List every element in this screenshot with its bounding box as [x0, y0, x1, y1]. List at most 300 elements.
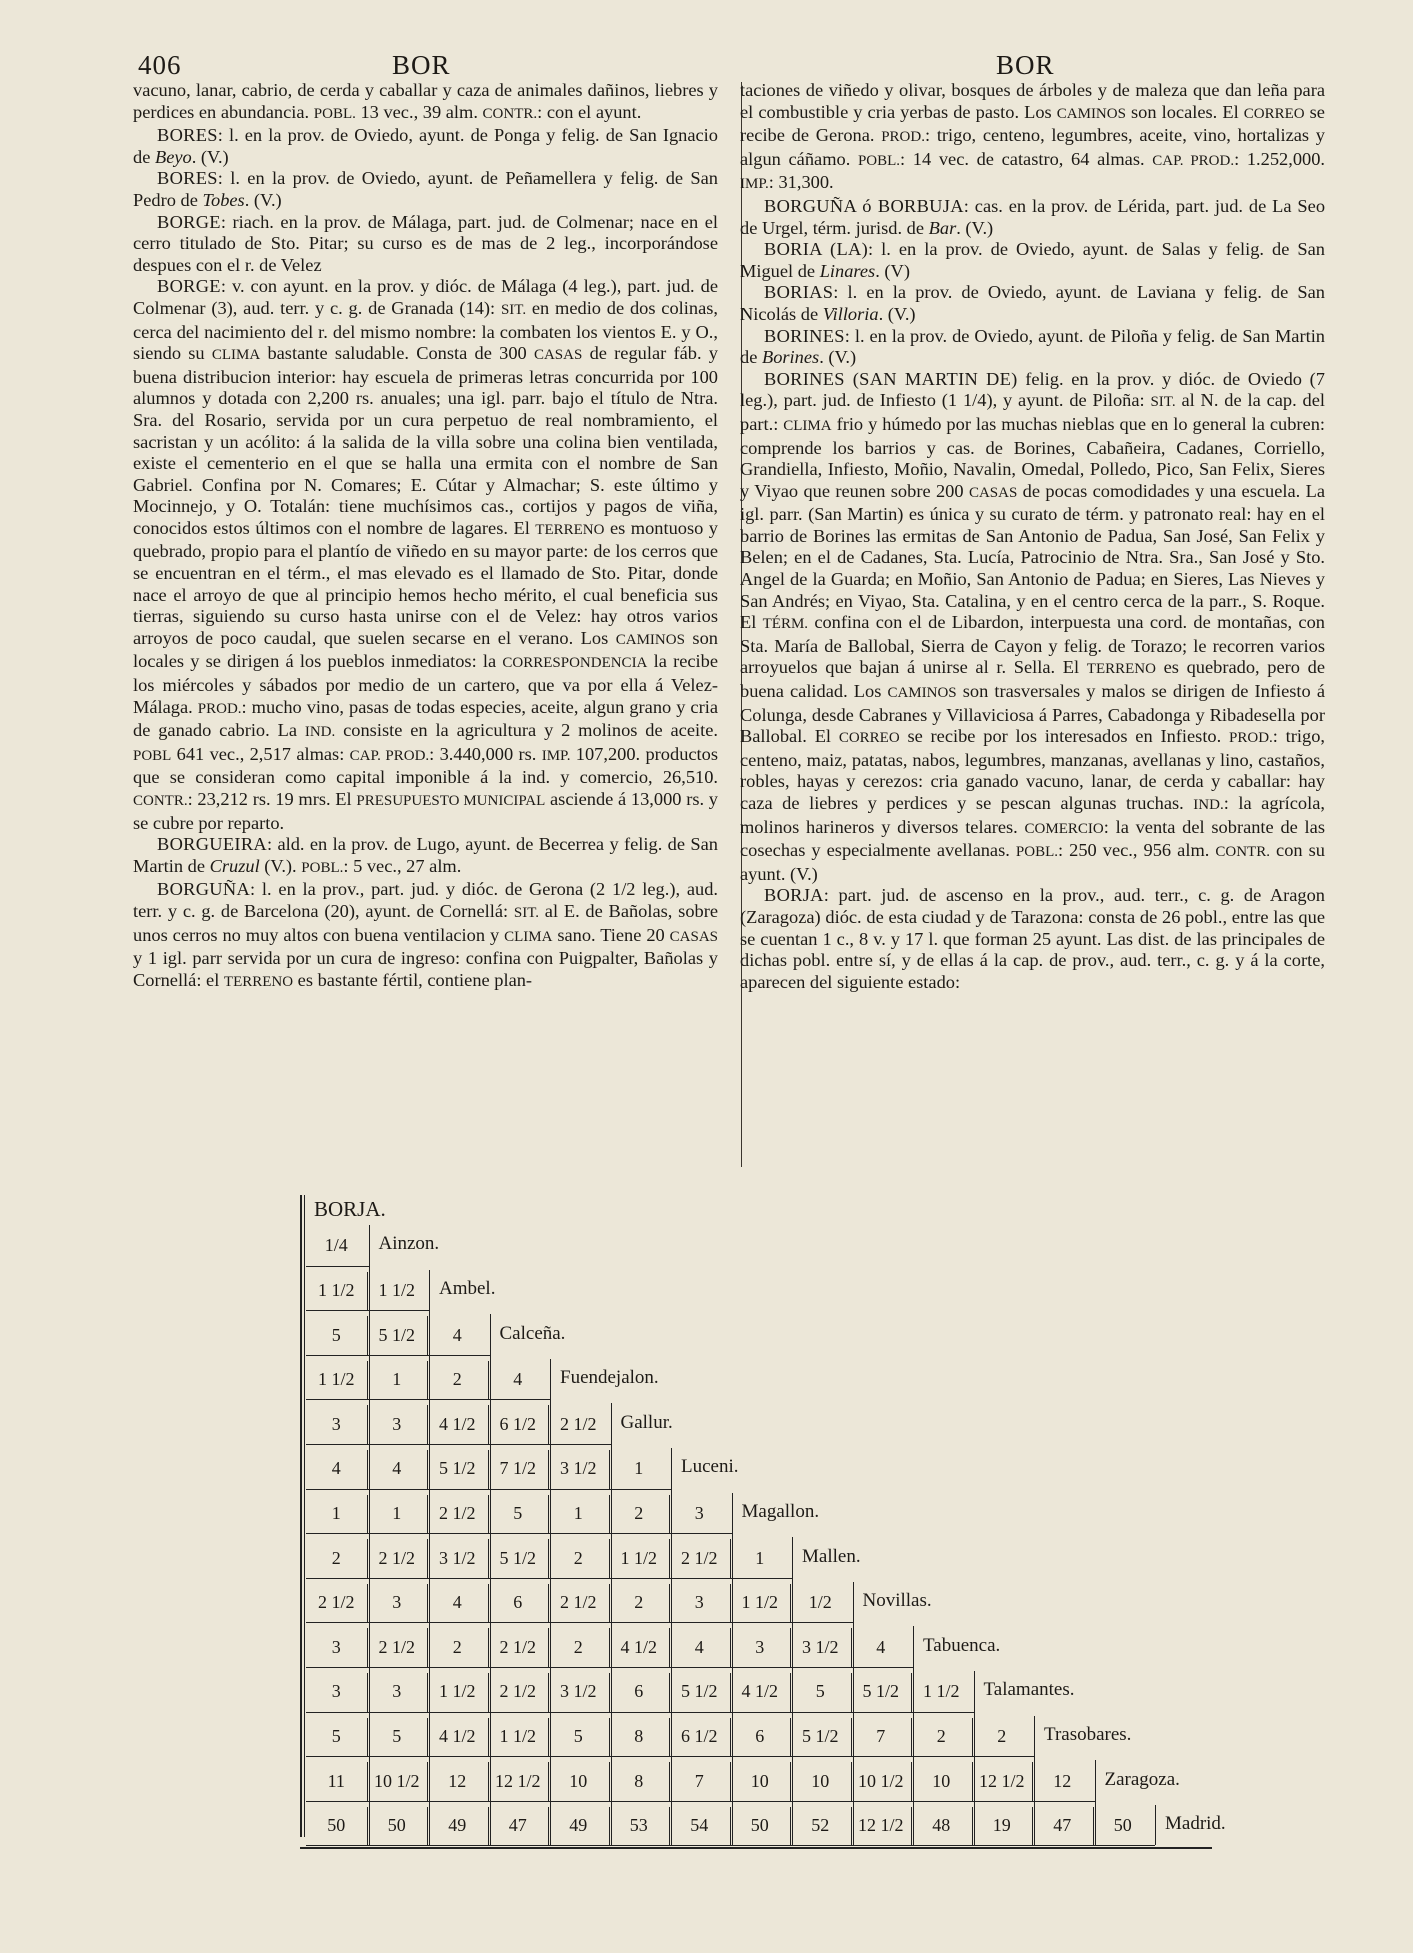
row-rule — [306, 1310, 429, 1311]
table-left-rule — [300, 1195, 302, 1837]
distance-cell: 2 1/2 — [499, 1681, 536, 1702]
place-name: Novillas. — [862, 1590, 932, 1612]
entry-paragraph — [133, 212, 718, 277]
distance-cell: 4 — [331, 1458, 341, 1479]
entry-text: 641 vec., 2,517 almas: — [171, 743, 350, 764]
entry-text: : l. en la prov., part. jud. y dióc. de Gerona (2 1/2 leg.), aud. terr. y c. g. de Barcelona (20), ayunt. de Cornellá: — [133, 879, 718, 921]
entry-text: . (V.) — [878, 303, 916, 324]
cell-rule — [609, 1584, 610, 1623]
entry-text: : cas. en la prov. de Lérida, part. jud. de La Seo de Urgel, térm. jurisd. de — [740, 195, 1326, 238]
entry-text: : con el ayunt. — [537, 101, 642, 122]
place-name: Magallon. — [741, 1500, 820, 1522]
distance-cell: 2 — [936, 1725, 946, 1746]
abbreviation: PROD. — [197, 700, 242, 717]
cell-rule — [730, 1718, 731, 1757]
distance-cell: 11 — [327, 1770, 345, 1791]
cell-rule — [548, 1495, 549, 1534]
entry-text: : part. jud. de ascenso en la prov., aud. terr., c. g. de Aragon (Zaragoza) dióc. de esta ciudad y de Tarazona: consta de 26 pobl., entre las que se cuentan 1 c., 8 v. y 17 l. que forman 25 ayunt. Las dist. de las principales de dichas pobl. entre sí, y de ellas á la cap. de prov., aud. terr., c. g. y á la corte, aparecen del siguiente estado: — [740, 885, 1325, 992]
distance-cell: 2 — [634, 1592, 644, 1613]
distance-cell: 2 1/2 — [438, 1502, 476, 1523]
distance-cell: 4 — [452, 1592, 462, 1613]
cell-rule — [669, 1807, 670, 1846]
cell-rule — [548, 1673, 549, 1712]
distance-cell: 1/2 — [808, 1592, 832, 1613]
distance-cell: 3 — [331, 1413, 341, 1434]
entry-text: felig. en la prov. y dióc. de Oviedo (7 leg.), part. jud. de Infiesto (1 1/4), y ayunt. de Piloña: — [740, 368, 1325, 411]
entry-text: : 23,212 rs. 19 mrs. El — [187, 789, 357, 809]
distance-cell: 6 — [755, 1725, 765, 1746]
distance-cell: 7 — [876, 1725, 886, 1746]
abbreviation: CONTR. — [133, 793, 188, 809]
entry-text: consiste en la agricultura y 2 molinos de aceite. — [335, 720, 718, 741]
distance-cell: 50 — [750, 1815, 769, 1836]
abbreviation: CLIMA — [783, 417, 832, 434]
entry-text: : trigo, centeno, legumbres, aceite, vino, hortalizas y algun cáñamo. — [740, 125, 1325, 169]
distance-cell: 1 1/2 — [317, 1279, 355, 1300]
cross-reference: Tobes — [202, 189, 245, 210]
cell-rule — [609, 1673, 610, 1712]
cell-rule — [669, 1718, 670, 1757]
entry-text: es bastante fértil, contiene plan- — [293, 969, 533, 990]
cell-rule — [669, 1673, 670, 1712]
distance-cell: 10 — [932, 1770, 951, 1791]
cell-rule — [730, 1584, 731, 1623]
place-name: Ambel. — [439, 1277, 496, 1299]
place-name: Zaragoza. — [1104, 1768, 1180, 1790]
abbreviation: POBL. — [301, 859, 344, 876]
cell-rule — [488, 1495, 489, 1534]
distance-cell: 4 1/2 — [438, 1725, 476, 1746]
cell-rule — [972, 1762, 973, 1801]
cell-rule — [1032, 1762, 1033, 1801]
distance-cell: 5 — [392, 1725, 402, 1746]
distance-cell: 1 — [392, 1369, 402, 1390]
cell-rule — [367, 1316, 368, 1355]
cell-rule — [609, 1450, 610, 1489]
cross-reference: Villoria — [822, 303, 879, 324]
distance-cell: 50 — [327, 1815, 346, 1836]
entry-text: es quebrado, pero de buena calidad. Los — [740, 657, 1325, 702]
abbreviation: CASAS — [533, 347, 583, 364]
distance-cell: 1 1/2 — [378, 1279, 415, 1300]
distance-cell: 54 — [690, 1815, 709, 1836]
cell-rule — [1032, 1807, 1033, 1846]
abbreviation: IND. — [304, 724, 336, 741]
distance-table — [300, 1195, 1226, 1845]
entry-text: (V.). — [259, 855, 302, 876]
place-name: Ainzon. — [378, 1233, 440, 1255]
entry-text: : v. con ayunt. en la prov. y dióc. de Málaga (4 leg.), part. jud. de Colmenar (3), aud. terr. y c. g. de Granada (14): — [133, 276, 718, 318]
entry-text: de pocas comodidades y una escuela. La igl. parr. (San Martin) es única y su curato de térm. y patronato real: hay en el barrio de Borines las ermitas de San Antonio de Padua, San José, San Felix y Belen; en el de Cadanes, Sta. Lucía, Patrocinio de Ntra. Sra., San José y Sto. Angel de la Guarda; en Moñio, San Antonio de Padua; en Sieres, Las Nieves y San Andrés; en Viyao, Sta. Catalina, y en el centro cerca de la parr., S. Roque. El — [740, 480, 1326, 633]
abbreviation: TERRENO — [223, 973, 294, 990]
distance-cell: 10 — [750, 1770, 769, 1791]
distance-cell: 6 — [634, 1681, 644, 1702]
cell-rule — [609, 1762, 610, 1801]
distance-cell: 3 1/2 — [801, 1636, 839, 1657]
distance-cell: 5 1/2 — [378, 1324, 415, 1345]
cell-rule — [427, 1405, 428, 1444]
entry-paragraph — [740, 80, 1325, 196]
entry-headword: BORINES — [764, 325, 845, 346]
distance-cell: 1 — [392, 1502, 402, 1523]
entry-headword: BORGUÑA — [157, 879, 251, 900]
abbreviation: CASAS — [669, 928, 718, 945]
distance-cell: 4 1/2 — [741, 1681, 778, 1702]
table-title: BORJA. — [314, 1197, 386, 1221]
step-rule — [369, 1225, 370, 1845]
entry-text: : 1.252,000. — [1234, 148, 1326, 169]
entry-text: vacuno, lanar, cabrio, de cerda y caballar y caza de animales dañinos, liebres y perdices en abundancia. — [133, 80, 718, 122]
row-rule — [306, 1355, 490, 1356]
abbreviation: CAMINOS — [887, 685, 957, 702]
distance-cell: 5 — [513, 1502, 523, 1523]
entry-text: : l. en la prov. de Oviedo, ayunt. de Salas y felig. de San Miguel de — [740, 239, 1325, 281]
cell-rule — [609, 1628, 610, 1667]
abbreviation: TERRENO — [535, 521, 605, 538]
place-name: Madrid. — [1165, 1813, 1226, 1835]
distance-cell: 3 — [392, 1413, 402, 1434]
entry-text: bastante saludable. Consta de 300 — [260, 343, 534, 364]
cell-rule — [790, 1807, 791, 1846]
entry-text: : la agrícola, molinos harineros y diversos telares. — [740, 793, 1325, 837]
distance-cell: 3 — [331, 1636, 341, 1657]
distance-cell: 1/4 — [324, 1235, 348, 1256]
distance-cell: 1 — [755, 1547, 765, 1568]
entry-paragraph — [133, 168, 718, 211]
entry-headword: BORJA — [764, 885, 824, 906]
distance-cell: 4 — [452, 1324, 462, 1345]
distance-cell: 2 — [452, 1369, 462, 1390]
entry-text: al E. de Bañolas, sobre unos cerros no muy altos con buena ventilacion y — [133, 900, 718, 945]
entry-text: con su ayunt. (V.) — [740, 840, 1325, 884]
entry-text: : 250 vec., 956 alm. — [1058, 840, 1216, 861]
cell-rule — [548, 1405, 549, 1444]
entry-text: : trigo, centeno, maiz, patatas, nabos, legumbres, manzanas, avellanas y lino, castaños, robles, hayas y cerezos: cria ganado vacuno, lanar, de cerda y caballar: hay caza de liebres y perdices y se pescan algunas truchas. — [740, 726, 1326, 813]
entry-text: y 1 igl. parr servida por un cura de ingreso: confina con Puigpalter, Bañolas y Cornellá: el — [133, 948, 718, 990]
distance-cell: 7 — [694, 1770, 704, 1791]
abbreviation: IMP. — [541, 747, 571, 764]
cell-rule — [851, 1628, 852, 1667]
abbreviation: POBL — [133, 747, 172, 764]
abbreviation: IND. — [1193, 797, 1224, 813]
cell-rule — [609, 1495, 610, 1534]
distance-cell: 6 1/2 — [680, 1725, 718, 1746]
cell-rule — [669, 1539, 670, 1578]
cell-rule — [367, 1495, 368, 1534]
right-running-head: BOR — [996, 50, 1055, 80]
cell-rule — [851, 1673, 852, 1712]
entry-text: : l. en la prov. de Oviedo, ayunt. de Piloña y felig. de San Martin de — [740, 325, 1325, 368]
cell-rule — [367, 1405, 368, 1444]
distance-cell: 4 1/2 — [620, 1636, 657, 1657]
entry-text: confina con el de Libardon, interpuesta una cord. de montañas, con Sta. María de Ballobal, Sierra de Cayon y felig. de Torazo; le recorren varios arroyuelos que bajan á unirse al r. Sella. El — [740, 612, 1325, 678]
distance-cell: 5 — [573, 1725, 583, 1746]
row-rule — [306, 1266, 369, 1267]
distance-cell: 49 — [448, 1815, 467, 1836]
abbreviation: CONTR. — [1215, 844, 1270, 861]
entry-text: : 14 vec. de catastro, 64 almas. — [900, 148, 1153, 169]
distance-cell: 10 1/2 — [373, 1770, 420, 1791]
distance-cell: 4 — [694, 1636, 704, 1657]
abbreviation: IMP. — [740, 176, 769, 193]
abbreviation: CORREO — [1243, 105, 1305, 122]
entry-text: : l. en la prov. de Oviedo, ayunt. de Ponga y felig. de San Ignacio de — [133, 125, 718, 167]
abbreviation: CLIMA — [211, 347, 261, 364]
cell-rule — [427, 1316, 428, 1355]
cell-rule — [609, 1539, 610, 1578]
entry-text: asciende á 13,000 rs. y se cubre por reparto. — [133, 789, 718, 833]
row-rule — [306, 1444, 611, 1445]
cell-rule — [367, 1272, 368, 1311]
abbreviation: POBL. — [857, 152, 901, 169]
cell-rule — [851, 1762, 852, 1801]
distance-cell: 2 1/2 — [499, 1636, 536, 1657]
cell-rule — [851, 1718, 852, 1757]
distance-cell: 2 — [573, 1636, 583, 1657]
distance-cell: 1 1/2 — [438, 1681, 476, 1702]
entry-text: : mucho vino, pasas de todas especies, aceite, algun grano y cria de ganado cabrio. La — [133, 696, 718, 741]
distance-cell: 2 — [997, 1725, 1007, 1746]
cell-rule — [488, 1405, 489, 1444]
page-number: 406 — [138, 50, 182, 80]
abbreviation: SIT. — [513, 904, 540, 921]
cell-rule — [730, 1673, 731, 1712]
distance-cell: 5 — [815, 1681, 825, 1702]
distance-cell: 2 1/2 — [378, 1636, 415, 1657]
row-rule — [306, 1622, 853, 1623]
distance-cell: 3 — [755, 1636, 765, 1657]
cell-rule — [669, 1584, 670, 1623]
entry-text: 13 vec., 39 alm. — [355, 101, 483, 122]
entry-text: : 3.440,000 rs. — [429, 743, 542, 764]
cell-rule — [548, 1718, 549, 1757]
distance-cell: 10 — [811, 1770, 830, 1791]
cell-rule — [488, 1807, 489, 1846]
abbreviation: TERRENO — [1086, 661, 1156, 678]
abbreviation: CAMINOS — [615, 631, 685, 648]
place-name: Gallur. — [620, 1411, 673, 1433]
abbreviation: CONTR. — [482, 105, 538, 122]
cell-rule — [427, 1495, 428, 1534]
abbreviation: PROD. — [1229, 730, 1273, 747]
distance-cell: 1 1/2 — [499, 1725, 536, 1746]
distance-cell: 53 — [629, 1815, 648, 1836]
distance-cell: 12 — [1053, 1770, 1072, 1791]
distance-cell: 6 1/2 — [499, 1413, 536, 1434]
abbreviation: SIT. — [1150, 394, 1176, 411]
cross-reference: Cruzul — [209, 855, 260, 876]
distance-cell: 50 — [387, 1815, 406, 1836]
step-rule — [490, 1314, 491, 1845]
entry-text: : riach. en la prov. de Málaga, part. jud. de Colmenar; nace en el cerro titulado de Sto. Pitar; su curso es de mas de 2 leg., incorporándose despues con el r. de Velez — [133, 211, 718, 275]
entry-paragraph — [133, 834, 718, 879]
cell-rule — [911, 1807, 912, 1846]
cell-rule — [790, 1673, 791, 1712]
cell-rule — [911, 1673, 912, 1712]
cell-rule — [972, 1718, 973, 1757]
abbreviation: POBL. — [313, 105, 356, 122]
place-name: Calceña. — [499, 1322, 566, 1344]
distance-cell: 3 1/2 — [438, 1547, 476, 1568]
left-running-head: BOR — [392, 50, 451, 80]
abbreviation: CLIMA — [504, 928, 553, 945]
cell-rule — [427, 1539, 428, 1578]
cell-rule — [427, 1628, 428, 1667]
place-name: Luceni. — [681, 1456, 739, 1478]
entry-text: : 5 vec., 27 alm. — [343, 855, 462, 876]
entry-text: al N. de la cap. del part.: — [740, 390, 1325, 434]
row-rule — [306, 1399, 550, 1400]
entry-text: taciones de viñedo y olivar, bosques de árboles y de maleza que dan leña para el combustible y cria yerbas de pasto. Los — [740, 80, 1325, 122]
distance-cell: 2 1/2 — [559, 1592, 597, 1613]
cell-rule — [548, 1762, 549, 1801]
distance-cell: 10 1/2 — [857, 1770, 904, 1791]
entry-text: . (V) — [875, 260, 910, 281]
cell-rule — [488, 1628, 489, 1667]
place-name: Talamantes. — [983, 1679, 1075, 1701]
cell-rule — [367, 1584, 368, 1623]
cell-rule — [488, 1673, 489, 1712]
cell-rule — [488, 1718, 489, 1757]
distance-cell: 1 — [573, 1502, 583, 1523]
distance-cell: 4 — [392, 1458, 402, 1479]
cell-rule — [730, 1628, 731, 1667]
entry-paragraph — [133, 125, 718, 168]
row-rule — [306, 1667, 913, 1668]
distance-cell: 1 — [331, 1502, 341, 1523]
cell-rule — [911, 1762, 912, 1801]
entry-headword: BORES — [157, 168, 218, 189]
abbreviation: CAMINOS — [1056, 105, 1126, 122]
cell-rule — [548, 1450, 549, 1489]
distance-cell: 3 1/2 — [559, 1458, 597, 1479]
entry-text: . (V.) — [244, 189, 282, 210]
entry-text: : la venta del sobrante de las cosechas y especialmente avellanas. — [740, 816, 1325, 861]
distance-cell: 4 1/2 — [438, 1413, 476, 1434]
distance-cell: 6 — [513, 1592, 523, 1613]
cell-rule — [790, 1718, 791, 1757]
distance-cell: 12 1/2 — [494, 1770, 541, 1791]
abbreviation: POBL. — [1015, 844, 1058, 861]
abbreviation: PROD. — [881, 129, 925, 146]
entry-paragraph — [740, 239, 1325, 282]
cell-rule — [427, 1762, 428, 1801]
abbreviation: CAP. PROD. — [349, 747, 430, 764]
distance-cell: 2 1/2 — [378, 1547, 415, 1568]
distance-cell: 5 1/2 — [438, 1458, 476, 1479]
distance-cell: 8 — [634, 1770, 644, 1791]
cell-rule — [367, 1361, 368, 1400]
cell-rule — [488, 1450, 489, 1489]
entry-headword: BORIA (LA) — [764, 239, 868, 260]
cell-rule — [851, 1807, 852, 1846]
entry-paragraph — [133, 80, 718, 125]
cell-rule — [488, 1584, 489, 1623]
entry-text: . (V.) — [956, 217, 994, 238]
cell-rule — [367, 1450, 368, 1489]
cell-rule — [427, 1807, 428, 1846]
cell-rule — [548, 1807, 549, 1846]
cell-rule — [972, 1807, 973, 1846]
entry-headword: BORES — [157, 125, 218, 146]
distance-cell: 3 — [392, 1592, 402, 1613]
abbreviation: CASAS — [968, 484, 1018, 501]
entry-text: : 31,300. — [768, 172, 834, 193]
distance-cell: 3 1/2 — [559, 1681, 597, 1702]
cell-rule — [609, 1718, 610, 1757]
entry-paragraph — [740, 282, 1325, 325]
distance-cell: 2 1/2 — [317, 1592, 355, 1613]
cell-rule — [367, 1628, 368, 1667]
row-rule — [306, 1533, 732, 1534]
entry-paragraph — [133, 276, 718, 834]
distance-cell: 1 1/2 — [620, 1547, 657, 1568]
cross-reference: Borines — [761, 347, 820, 368]
cell-rule — [427, 1584, 428, 1623]
cell-rule — [548, 1584, 549, 1623]
cell-rule — [427, 1673, 428, 1712]
step-rule — [853, 1582, 854, 1846]
distance-cell: 1 1/2 — [922, 1681, 960, 1702]
entry-text: : l. en la prov. de Oviedo, ayunt. de Peñamellera y felig. de San Pedro de — [133, 168, 718, 210]
abbreviation: CAP. PROD. — [1152, 152, 1235, 169]
place-name: Mallen. — [802, 1545, 861, 1567]
abbreviation: COMERCIO — [1024, 820, 1104, 837]
distance-cell: 12 — [448, 1770, 467, 1791]
distance-cell: 1 1/2 — [741, 1592, 778, 1613]
cell-rule — [427, 1718, 428, 1757]
abbreviation: CORREO — [838, 730, 900, 747]
entry-headword: BORINES (SAN MARTIN DE) — [764, 368, 1018, 389]
cell-rule — [730, 1539, 731, 1578]
entry-paragraph — [740, 196, 1325, 239]
cell-rule — [488, 1539, 489, 1578]
entry-headword: BORGUEIRA — [157, 834, 267, 855]
entry-text: en medio de dos colinas, cerca del nacimiento del r. del mismo nombre: la combaten los vientos E. y O., siendo su — [133, 297, 718, 364]
entry-paragraph — [740, 369, 1325, 886]
distance-cell: 12 1/2 — [978, 1770, 1025, 1791]
entry-text: : l. en la prov. de Oviedo, ayunt. de Laviana y felig. de San Nicolás de — [740, 282, 1325, 324]
cell-rule — [548, 1539, 549, 1578]
distance-cell: 12 1/2 — [857, 1815, 904, 1836]
distance-cell: 7 1/2 — [499, 1458, 536, 1479]
distance-cell: 2 1/2 — [680, 1547, 718, 1568]
distance-cell: 5 1/2 — [862, 1681, 899, 1702]
distance-cell: 1 1/2 — [317, 1369, 355, 1390]
distance-cell: 3 — [331, 1681, 341, 1702]
distance-cell: 5 — [331, 1725, 341, 1746]
distance-cell: 2 — [573, 1547, 583, 1568]
entry-headword: BORGE — [157, 211, 221, 232]
cell-rule — [367, 1762, 368, 1801]
left-text-column — [133, 80, 718, 993]
cell-rule — [367, 1539, 368, 1578]
entry-text: de regular fáb. y buena distribucion interior: hay escuela de primeras letras concurrida por 100 alumnos y dotada con 2,200 rs. anuales; una igl. parr. bajo el título de Ntra. Sra. del Rosario, servida por un cura perpetuo de real nombramiento, el sacristan y un acólito: á la salida de la villa sobre una colina bien ventilada, existe el cementerio en el que se halla una ermita con el nombre de San Gabriel. Confina por N. Comares; E. Cútar y Almachar; S. este último y Mocinnejo, y O. Totalán: tiene muchísimos cas., cortijos y pagos de viña, conocidos estos últimos con el nombre de lagares. El — [133, 343, 718, 538]
distance-cell: 19 — [992, 1815, 1011, 1836]
right-text-column — [740, 80, 1325, 993]
row-rule — [306, 1756, 1034, 1757]
distance-cell: 4 — [876, 1636, 886, 1657]
step-rule — [1155, 1805, 1156, 1846]
entry-text: 107,200. productos que se consideran como capital imponible á la ind. y comercio, 26,510. — [133, 743, 719, 788]
distance-cell: 4 — [513, 1369, 523, 1390]
distance-cell: 50 — [1113, 1815, 1132, 1836]
row-rule — [306, 1712, 974, 1713]
cell-rule — [488, 1361, 489, 1400]
place-name: Fuendejalon. — [560, 1367, 659, 1389]
distance-cell: 48 — [932, 1815, 951, 1836]
distance-cell: 3 — [694, 1502, 704, 1523]
